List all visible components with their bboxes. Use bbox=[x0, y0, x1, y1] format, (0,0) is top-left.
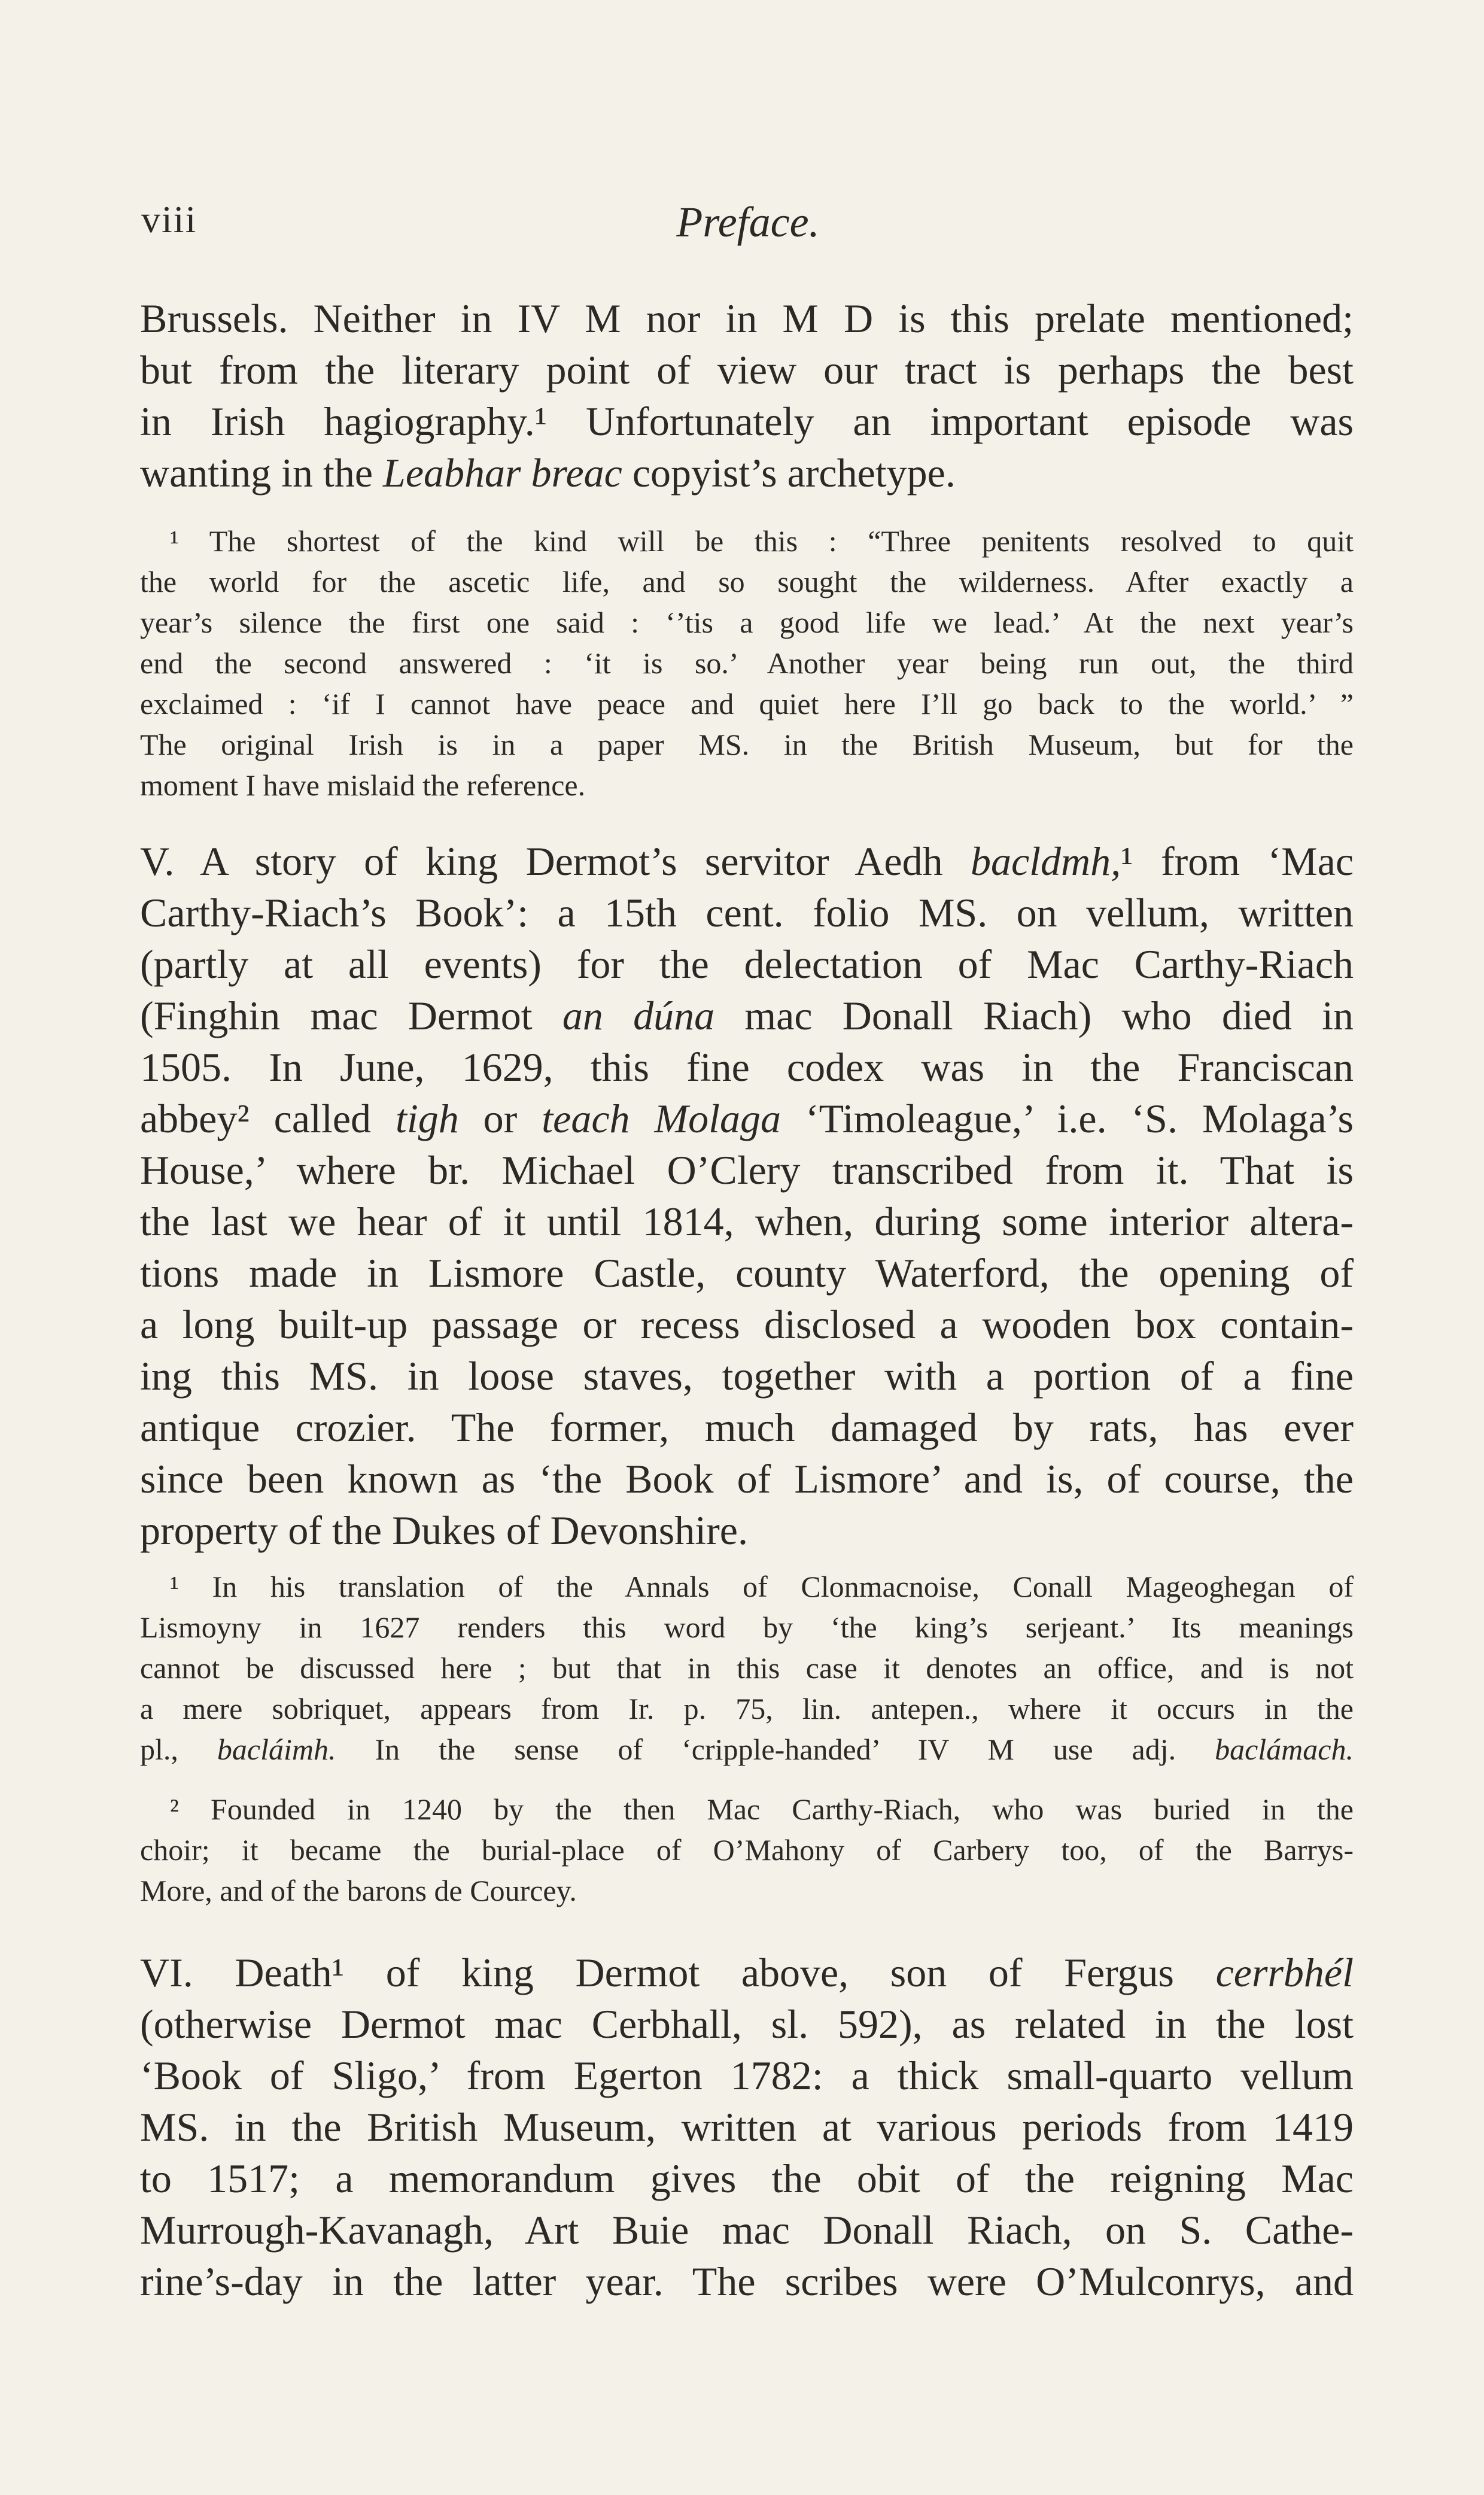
text-line bbox=[140, 2204, 1354, 2256]
text-segment: year’s silence the first one said : ‘’tis a good life we lead.’ At the next year’s bbox=[140, 606, 1354, 639]
text-segment: in Irish hagiography.¹ Unfortunately an important episode was bbox=[140, 399, 1354, 444]
paragraph-v bbox=[140, 835, 1354, 1556]
text-segment: Carthy-Riach’s Book’: a 15th cent. folio MS. on vellum, written bbox=[140, 890, 1354, 935]
text-segment: but from the literary point of view our tract is perhaps the best bbox=[140, 347, 1354, 393]
text-segment: Lismoyny in 1627 renders this word by ‘the king’s serjeant.’ Its meanings bbox=[140, 1610, 1354, 1644]
text-segment: choir; it became the burial-place of O’Mahony of Carbery too, of the Barrys- bbox=[140, 1833, 1354, 1867]
italic-text: Leabhar breac bbox=[383, 450, 622, 496]
text-segment: to 1517; a memorandum gives the obit of the reigning Mac bbox=[140, 2156, 1354, 2201]
text-line bbox=[140, 1144, 1354, 1196]
text-segment: In the sense of ‘cripple-handed’ IV M use adj. bbox=[336, 1733, 1215, 1766]
text-line bbox=[140, 561, 1354, 602]
text-segment: a mere sobriquet, appears from Ir. p. 75, lin. antepen., where it occurs in the bbox=[140, 1692, 1354, 1725]
text-line bbox=[140, 1566, 1354, 1607]
text-segment: (partly at all events) for the delectation of Mac Carthy-Riach bbox=[140, 941, 1354, 987]
text-segment: ¹ from ‘Mac bbox=[1121, 838, 1354, 884]
text-line bbox=[140, 344, 1354, 396]
text-line bbox=[140, 1830, 1354, 1870]
text-segment: rine’s-day in the latter year. The scribes were O’Mulconrys, and bbox=[140, 2259, 1354, 2304]
italic-text: baclámach. bbox=[1215, 1733, 1354, 1766]
text-line bbox=[140, 2050, 1354, 2101]
text-line bbox=[140, 2101, 1354, 2153]
text-segment: 1505. In June, 1629, this fine codex was in the Franciscan bbox=[140, 1044, 1354, 1090]
text-segment: Murrough-Kavanagh, Art Buie mac Donall Riach, on S. Cathe- bbox=[140, 2207, 1354, 2253]
text-segment: cannot be discussed here ; but that in this case it denotes an office, and is not bbox=[140, 1651, 1354, 1685]
footnote-v-2 bbox=[140, 1789, 1354, 1911]
text-line bbox=[140, 2153, 1354, 2204]
text-line bbox=[140, 1870, 1354, 1911]
text-segment: wanting in the bbox=[140, 450, 384, 496]
text-segment: exclaimed : ‘if I cannot have peace and quiet here I’ll go back to the world.’ ” bbox=[140, 687, 1354, 721]
italic-text: bacldmh, bbox=[970, 838, 1121, 884]
footnote-v-1 bbox=[140, 1566, 1354, 1770]
running-title: Preface. bbox=[676, 198, 820, 246]
italic-text: teach Molaga bbox=[542, 1096, 781, 1141]
text-line bbox=[140, 1998, 1354, 2050]
text-segment: or bbox=[458, 1096, 542, 1141]
text-segment: V. A story of king Dermot’s servitor Aedh bbox=[140, 838, 971, 884]
text-segment: the last we hear of it until 1814, when, during some interior altera- bbox=[140, 1199, 1354, 1244]
text-segment: moment I have mislaid the reference. bbox=[140, 768, 586, 802]
text-segment: More, and of the barons de Courcey. bbox=[140, 1874, 577, 1907]
text-segment: end the second answered : ‘it is so.’ Another year being run out, the third bbox=[140, 646, 1354, 680]
text-segment: the world for the ascetic life, and so sought the wilderness. After exactly a bbox=[140, 565, 1354, 598]
italic-text: cerrbhél bbox=[1215, 1950, 1354, 1995]
footnote-1 bbox=[140, 521, 1354, 806]
text-line bbox=[140, 1196, 1354, 1247]
text-segment: copyist’s archetype. bbox=[622, 450, 956, 496]
text-line bbox=[140, 643, 1354, 683]
text-segment: Brussels. Neither in IV M nor in M D is this prelate mentioned; bbox=[140, 296, 1354, 341]
text-segment: ² Founded in 1240 by the then Mac Carthy-Riach, who was buried in the bbox=[170, 1792, 1354, 1826]
text-line bbox=[140, 1093, 1354, 1144]
text-segment: VI. Death¹ of king Dermot above, son of Fergus bbox=[140, 1950, 1216, 1995]
text-segment: since been known as ‘the Book of Lismore’ and is, of course, the bbox=[140, 1456, 1354, 1502]
text-segment: abbey² called bbox=[140, 1096, 396, 1141]
text-segment: ¹ The shortest of the kind will be this : “Three penitents resolved to quit bbox=[170, 524, 1354, 558]
text-segment: pl., bbox=[140, 1733, 217, 1766]
text-line bbox=[140, 990, 1354, 1041]
text-line bbox=[140, 1041, 1354, 1093]
italic-text: tigh bbox=[395, 1096, 459, 1141]
text-segment: (Finghin mac Dermot bbox=[140, 993, 562, 1038]
text-line bbox=[140, 1453, 1354, 1505]
text-line bbox=[140, 765, 1354, 806]
text-line bbox=[140, 887, 1354, 938]
italic-text: bacláimh. bbox=[217, 1733, 336, 1766]
text-line bbox=[140, 396, 1354, 447]
text-line bbox=[140, 1648, 1354, 1688]
text-segment: antique crozier. The former, much damaged by rats, has ever bbox=[140, 1405, 1354, 1450]
text-segment: ‘Timoleague,’ i.e. ‘S. Molaga’s bbox=[781, 1096, 1354, 1141]
text-line bbox=[140, 724, 1354, 765]
text-segment: ¹ In his translation of the Annals of Clonmacnoise, Conall Mageoghegan of bbox=[170, 1570, 1354, 1603]
text-line bbox=[140, 1688, 1354, 1729]
paragraph-vi bbox=[140, 1947, 1354, 2307]
page-number: viii bbox=[141, 198, 197, 241]
text-line bbox=[140, 1729, 1354, 1770]
text-line bbox=[140, 1947, 1354, 1998]
text-line bbox=[140, 447, 1354, 499]
text-segment: House,’ where br. Michael O’Clery transcribed from it. That is bbox=[140, 1147, 1354, 1193]
text-line bbox=[140, 2256, 1354, 2307]
text-segment: MS. in the British Museum, written at various periods from 1419 bbox=[140, 2104, 1354, 2150]
text-line bbox=[140, 521, 1354, 561]
text-segment: ing this MS. in loose staves, together with a portion of a fine bbox=[140, 1353, 1354, 1399]
text-line bbox=[140, 1402, 1354, 1453]
text-segment: ‘Book of Sligo,’ from Egerton 1782: a thick small-quarto vellum bbox=[140, 2053, 1354, 2098]
text-line bbox=[140, 1247, 1354, 1299]
text-line bbox=[140, 683, 1354, 724]
text-segment: tions made in Lismore Castle, county Waterford, the opening of bbox=[140, 1250, 1354, 1296]
text-line bbox=[140, 1350, 1354, 1402]
text-segment: property of the Dukes of Devonshire. bbox=[140, 1508, 748, 1553]
italic-text: an dúna bbox=[562, 993, 715, 1038]
text-line bbox=[140, 938, 1354, 990]
paragraph-continued bbox=[140, 293, 1354, 499]
text-line bbox=[140, 1505, 1354, 1556]
text-segment: (otherwise Dermot mac Cerbhall, sl. 592), as related in the lost bbox=[140, 2001, 1354, 2047]
text-line bbox=[140, 1299, 1354, 1350]
text-line bbox=[140, 293, 1354, 344]
text-segment: The original Irish is in a paper MS. in the British Museum, but for the bbox=[140, 728, 1354, 761]
text-line bbox=[140, 602, 1354, 643]
text-segment: a long built-up passage or recess disclosed a wooden box contain- bbox=[140, 1302, 1354, 1347]
text-segment: mac Donall Riach) who died in bbox=[714, 993, 1354, 1038]
text-line bbox=[140, 835, 1354, 887]
text-line bbox=[140, 1607, 1354, 1648]
text-line bbox=[140, 1789, 1354, 1830]
